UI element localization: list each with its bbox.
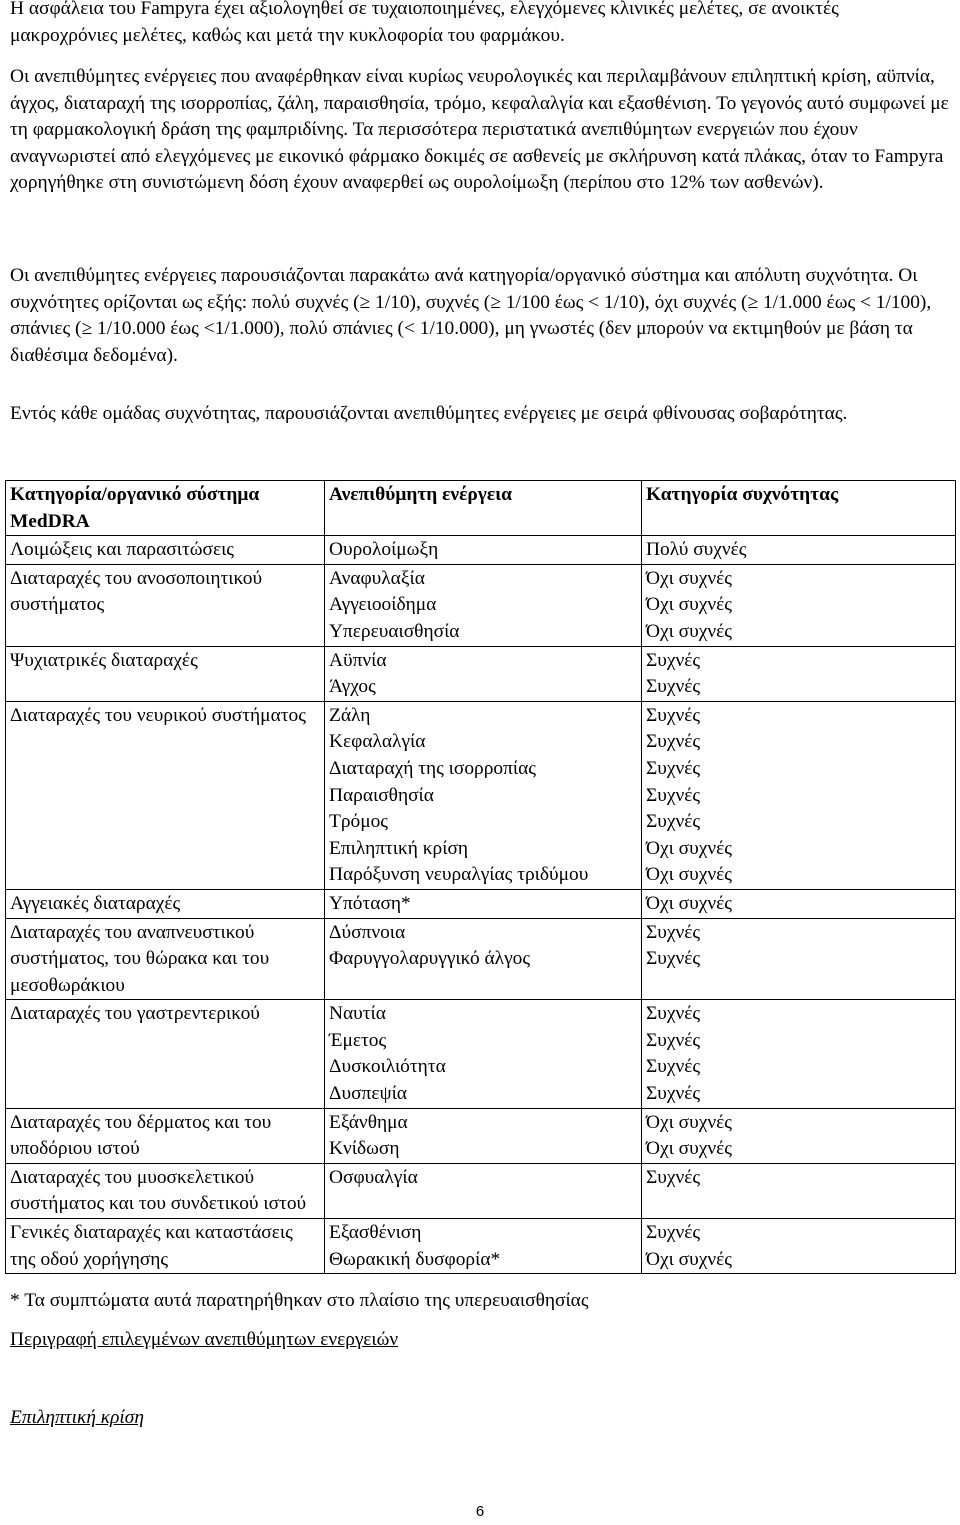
frequency-item: Συχνές bbox=[646, 784, 701, 806]
frequency-item: Συχνές bbox=[646, 1029, 701, 1051]
frequency-item: Πολύ συχνές bbox=[646, 539, 747, 561]
reaction-cell bbox=[325, 701, 642, 889]
reaction-item: Επιληπτική κρίση bbox=[329, 837, 469, 859]
frequency-item: Συχνές bbox=[646, 921, 701, 943]
frequency-cell bbox=[642, 1163, 956, 1218]
summary-paragraph: Οι ανεπιθύμητες ενέργειες που αναφέρθηκαν είναι κυρίως νευρολογικές και περιλαμβάνουν επιληπτική κρίση, αϋπνία, άγχος, διαταραχή της ισορροπίας, ζάλη, παραισθησία, τρόμο, κεφαλαλγία και εξασθένιση. Το γεγονός αυτό συμφωνεί με τη φαρμακολογική δράση της φαμπριδίνης. Τα περισσότερα περιστατικά ανεπιθύμητων ενεργειών που έχουν αναγνωριστεί από ελεγχόμενες με εικονικό φάρμακο δοκιμές σε ασθενείς με σκλήρυνση κατά πλάκας, όταν το Fampyra χορηγήθηκε στη συνιστώμενη δόση έχουν αναφερθεί ως ουρολοίμωξη (περίπου στο 12% των ασθενών). bbox=[10, 66, 949, 194]
reaction-item: Έμετος bbox=[329, 1029, 387, 1051]
frequency-item: Συχνές bbox=[646, 731, 701, 753]
reaction-item: Ουρολοίμωξη bbox=[329, 539, 439, 561]
frequency-item: Όχι συχνές bbox=[646, 594, 732, 616]
frequency-item: Όχι συχνές bbox=[646, 864, 732, 886]
table-row bbox=[6, 1000, 956, 1108]
frequency-definition-paragraph: Οι ανεπιθύμητες ενέργειες παρουσιάζονται παρακάτω ανά κατηγορία/οργανικό σύστημα και απόλυτη συχνότητα. Οι συχνότητες ορίζονται ως εξής: πολύ συχνές (≥ 1/10), συχνές (≥ 1/100 έως < 1/10), όχι συχνές (≥ 1/1.000 έως < 1/100), σπάνιες (≥ 1/10.000 έως <1/1.000), πολύ σπάνιες (< 1/10.000), μη γνωστές (δεν μπορούν να εκτιμηθούν με βάση τα διαθέσιμα δεδομένα). bbox=[10, 265, 932, 366]
table-body bbox=[6, 536, 956, 1274]
frequency-item: Όχι συχνές bbox=[646, 620, 732, 642]
reaction-item: Τρόμος bbox=[329, 811, 388, 833]
frequency-cell bbox=[642, 701, 956, 889]
frequency-item: Συχνές bbox=[646, 649, 701, 671]
ordering-paragraph: Εντός κάθε ομάδας συχνότητας, παρουσιάζονται ανεπιθύμητες ενέργειες με σειρά φθίνουσας σοβαρότητας. bbox=[10, 403, 848, 424]
soc-cell: Διαταραχές του μυοσκελετικού συστήματος και του συνδετικού ιστού bbox=[6, 1163, 325, 1218]
table-row bbox=[6, 701, 956, 889]
reaction-item: Ζάλη bbox=[329, 704, 371, 726]
frequency-item: Όχι συχνές bbox=[646, 837, 732, 859]
reaction-item: Ναυτία bbox=[329, 1003, 386, 1025]
subsection-heading-seizure: Επιληπτική κρίση bbox=[10, 1407, 144, 1428]
frequency-cell bbox=[642, 918, 956, 1000]
table-row bbox=[6, 889, 956, 918]
frequency-cell bbox=[642, 564, 956, 646]
table-row bbox=[6, 918, 956, 1000]
reaction-item: Δυσπεψία bbox=[329, 1083, 407, 1105]
frequency-cell bbox=[642, 889, 956, 918]
reaction-cell bbox=[325, 918, 642, 1000]
frequency-item: Συχνές bbox=[646, 1083, 701, 1105]
frequency-item: Συχνές bbox=[646, 676, 701, 698]
frequency-item: Όχι συχνές bbox=[646, 1138, 732, 1160]
frequency-cell bbox=[642, 1000, 956, 1108]
frequency-item: Όχι συχνές bbox=[646, 892, 732, 914]
reaction-item: Θωρακική δυσφορία* bbox=[329, 1248, 501, 1270]
frequency-item: Συχνές bbox=[646, 1056, 701, 1078]
frequency-item: Όχι συχνές bbox=[646, 1111, 732, 1133]
reaction-item: Αγγειοοίδημα bbox=[329, 594, 437, 616]
page-number: 6 bbox=[475, 1503, 485, 1520]
reaction-cell bbox=[325, 564, 642, 646]
reaction-item: Παραισθησία bbox=[329, 784, 434, 806]
table-row bbox=[6, 1163, 956, 1218]
soc-cell: Διαταραχές του γαστρεντερικού bbox=[6, 1000, 325, 1108]
frequency-item: Συχνές bbox=[646, 1222, 701, 1244]
soc-cell: Διαταραχές του ανοσοποιητικού συστήματος bbox=[6, 564, 325, 646]
reaction-cell bbox=[325, 889, 642, 918]
reaction-item: Φαρυγγολαρυγγικό άλγος bbox=[329, 948, 531, 970]
reaction-cell bbox=[325, 536, 642, 565]
table-row bbox=[6, 1219, 956, 1274]
reaction-item: Υπερευαισθησία bbox=[329, 620, 460, 642]
reaction-item: Εξασθένιση bbox=[329, 1222, 422, 1244]
frequency-item: Όχι συχνές bbox=[646, 1248, 732, 1270]
table-row bbox=[6, 536, 956, 565]
reaction-item: Κεφαλαλγία bbox=[329, 731, 426, 753]
reaction-item: Άγχος bbox=[329, 676, 376, 698]
reaction-item: Οσφυαλγία bbox=[329, 1166, 418, 1188]
frequency-cell bbox=[642, 1219, 956, 1274]
reaction-item: Παρόξυνση νευραλγίας τριδύμου bbox=[329, 864, 589, 886]
frequency-item: Συχνές bbox=[646, 948, 701, 970]
soc-cell: Ψυχιατρικές διαταραχές bbox=[6, 646, 325, 701]
frequency-item: Όχι συχνές bbox=[646, 567, 732, 589]
soc-cell: Λοιμώξεις και παρασιτώσεις bbox=[6, 536, 325, 565]
frequency-item: Συχνές bbox=[646, 757, 701, 779]
frequency-item: Συχνές bbox=[646, 1166, 701, 1188]
reaction-cell bbox=[325, 1108, 642, 1163]
column-header-frequency: Κατηγορία συχνότητας bbox=[642, 481, 956, 536]
reaction-item: Κνίδωση bbox=[329, 1138, 400, 1160]
table-header-row bbox=[6, 481, 956, 536]
frequency-cell bbox=[642, 536, 956, 565]
reaction-cell bbox=[325, 646, 642, 701]
soc-cell: Αγγειακές διαταραχές bbox=[6, 889, 325, 918]
frequency-cell bbox=[642, 646, 956, 701]
table-row bbox=[6, 564, 956, 646]
reaction-item: Αναφυλαξία bbox=[329, 567, 425, 589]
frequency-item: Συχνές bbox=[646, 704, 701, 726]
table-row bbox=[6, 1108, 956, 1163]
reaction-item: Εξάνθημα bbox=[329, 1111, 408, 1133]
reaction-item: Διαταραχή της ισορροπίας bbox=[329, 757, 536, 779]
reaction-cell bbox=[325, 1219, 642, 1274]
reaction-item: Δύσπνοια bbox=[329, 921, 406, 943]
adverse-reactions-table bbox=[5, 480, 956, 1274]
table-footnote: * Τα συμπτώματα αυτά παρατηρήθηκαν στο πλαίσιο της υπερευαισθησίας bbox=[10, 1290, 589, 1311]
reaction-cell bbox=[325, 1000, 642, 1108]
frequency-cell bbox=[642, 1108, 956, 1163]
frequency-item: Συχνές bbox=[646, 811, 701, 833]
section-heading-selected-reactions: Περιγραφή επιλεγμένων ανεπιθύμητων ενεργειών bbox=[10, 1329, 399, 1350]
soc-cell: Διαταραχές του αναπνευστικού συστήματος, του θώρακα και του μεσοθωράκιου bbox=[6, 918, 325, 1000]
soc-cell: Διαταραχές του νευρικού συστήματος bbox=[6, 701, 325, 889]
frequency-item: Συχνές bbox=[646, 1003, 701, 1025]
intro-paragraph: Η ασφάλεια του Fampyra έχει αξιολογηθεί σε τυχαιοποιημένες, ελεγχόμενες κλινικές μελέτες, σε ανοικτές μακροχρόνιες μελέτες, καθώς και μετά την κυκλοφορία του φαρμάκου. bbox=[10, 0, 839, 46]
reaction-cell bbox=[325, 1163, 642, 1218]
reaction-item: Αϋπνία bbox=[329, 649, 387, 671]
soc-cell: Διαταραχές του δέρματος και του υποδόριου ιστού bbox=[6, 1108, 325, 1163]
column-header-reaction: Ανεπιθύμητη ενέργεια bbox=[325, 481, 642, 536]
reaction-item: Υπόταση* bbox=[329, 892, 411, 914]
soc-cell: Γενικές διαταραχές και καταστάσεις της οδού χορήγησης bbox=[6, 1219, 325, 1274]
reaction-item: Δυσκοιλιότητα bbox=[329, 1056, 446, 1078]
table-row bbox=[6, 646, 956, 701]
column-header-soc: Κατηγορία/οργανικό σύστημα MedDRA bbox=[6, 481, 325, 536]
